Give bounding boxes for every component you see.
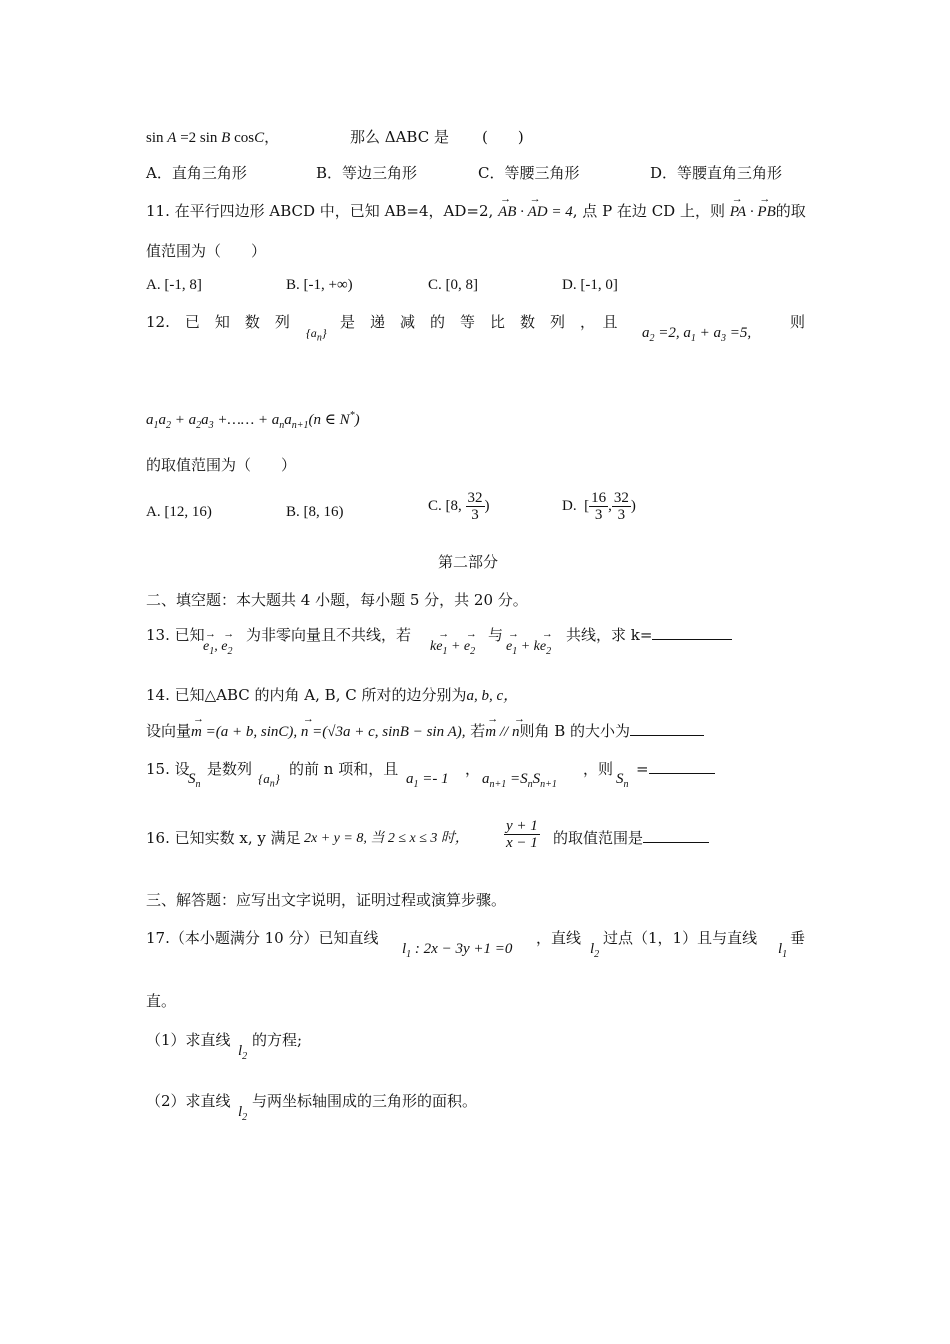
q16-condition: 2x + y = 8, 当 2 ≤ x ≤ 3 时， <box>304 831 469 846</box>
q10-condition: sin A =2 sin B cosC， <box>146 128 280 146</box>
q15-seq: $\{a_n\}$ <box>258 771 280 790</box>
q12-seq: $\{a_n\}$ <box>306 326 327 344</box>
q11-dot-product: → AB · → AD = 4 <box>498 204 573 220</box>
q15-Sn: $S_n$ <box>188 771 201 790</box>
q17-sub1-a: （1）求直线 <box>146 1031 231 1049</box>
q15-text-a: 15. 设 <box>146 760 190 778</box>
q11-option-a: A. [-1, 8] <box>146 277 202 293</box>
q17-text-e: 直。 <box>146 992 177 1010</box>
q12-head: 12. 已 知 数 列 <box>146 313 290 331</box>
q12-option-b: B. [8, 16) <box>286 504 344 520</box>
q14-vectors: → m =(a + b, sinC), → n =(√3a + c, sinB − sin A), <box>191 724 465 740</box>
q13-answer-blank <box>652 625 732 640</box>
q14-line1-text: 14. 已知△ABC 的内角 A, B, C 所对的边分别为 <box>146 686 467 704</box>
q16-text-a: 16. 已知实数 x, y 满足 <box>146 829 301 847</box>
q13-ask: 共线，求 k= <box>566 626 653 644</box>
q14-answer-blank <box>630 721 704 736</box>
q17-l1: $l_1$ <box>778 941 788 960</box>
q11-line2: 值范围为（ ） <box>146 242 267 260</box>
q13-vec-1: $k\to e_1$ + → $e_2$ <box>430 636 475 663</box>
q17-text-b: ，直线 <box>536 929 582 947</box>
q14-vec-intro: 设向量 <box>146 722 192 740</box>
q17-sub1-b: 的方程; <box>252 1031 303 1049</box>
q11-dot-product-2: → PA · → PB <box>730 204 776 220</box>
q12-line3: 的取值范围为（ ） <box>146 456 297 474</box>
q15-eq: = <box>636 760 649 778</box>
q12-option-d: D. [ $\frac{16}{3}$ , $\frac{32}{3}$ ) <box>562 490 636 523</box>
q17-sub1-l2: $l_2$ <box>238 1043 248 1062</box>
q15-text-c: 的前 n 项和，且 <box>289 760 399 778</box>
q13-text-d <box>566 624 732 646</box>
q10-option-b: B．等边三角形 <box>316 164 418 182</box>
q12-condition: $a_2 =2$, $a_1 + a_3 =5$, <box>642 325 752 344</box>
section3-heading: 三、解答题：应写出文字说明，证明过程或演算步骤。 <box>146 891 507 909</box>
q16-fraction <box>504 818 540 851</box>
q16-ask: 的取值范围是 <box>553 829 644 847</box>
q15-text-e <box>636 758 715 780</box>
q11-option-b: B. [-1, +∞) <box>286 277 353 293</box>
q12-mid: 是 递 减 的 等 比 数 列 ， 且 <box>340 313 618 331</box>
q15-text-d: ，则 <box>583 760 614 778</box>
q16-answer-blank <box>643 828 709 843</box>
q17-text-c: 过点（1，1）且与直线 <box>603 929 758 947</box>
q12-then: 则 <box>790 313 806 331</box>
q10-stem: 那么 ΔABC 是 <box>350 128 449 146</box>
q17-text-d: 垂 <box>790 929 806 947</box>
q14-parallel: → m // → n <box>485 724 519 740</box>
q11-part3: 的取 <box>775 202 806 220</box>
q15-text-b: 是数列 <box>207 760 253 778</box>
q17-l2: $l_2$ <box>590 941 600 960</box>
q10-option-c: C．等腰三角形 <box>478 164 580 182</box>
q17-line-eq: $l_1$ : 2x − 3y +1 =0 <box>402 941 513 960</box>
q17-sub2-b: 与两坐标轴围成的三角形的面积。 <box>252 1092 478 1110</box>
q13-vec-2: → $e_1 + k\to e_2$ <box>506 636 551 663</box>
q14-ask: 则角 B 的大小为 <box>519 722 631 740</box>
q17-text-a: 17.（本小题满分 10 分）已知直线 <box>146 929 379 947</box>
q14-line1 <box>146 684 518 707</box>
q17-sub2-a: （2）求直线 <box>146 1092 231 1110</box>
q11-part2: , 点 P 在边 CD 上，则 <box>572 202 725 220</box>
q14-line2 <box>146 720 704 743</box>
q10-option-d: D．等腰直角三角形 <box>650 164 783 182</box>
q16-frac-den: x − 1 <box>506 835 538 851</box>
q15-comma: ， <box>465 760 481 778</box>
q13-text-b: 为非零向量且不共线，若 <box>246 626 412 644</box>
q13-text-c: 与 <box>488 626 504 644</box>
q11-option-d: D. [-1, 0] <box>562 277 618 293</box>
q15-answer-blank <box>649 759 715 774</box>
q15-a1: $a_1 =- 1$ <box>406 771 449 790</box>
section2-heading: 二、填空题：本大题共 4 小题，每小题 5 分，共 20 分。 <box>146 591 528 609</box>
q13-vectors: → $e_1$, → $e_2$ <box>203 636 232 663</box>
q11-option-c: C. [0, 8] <box>428 277 478 293</box>
q15-Sn-2: $S_n$ <box>616 771 629 790</box>
q17-sub2-l2: $l_2$ <box>238 1104 248 1123</box>
q10-answer-paren: ( ) <box>482 128 524 146</box>
q10-option-a: A．直角三角形 <box>146 164 247 182</box>
q12-expression: $a_1a_2 + a_2a_3$ +…… + $a_na_{n+1}(n$ ∈ N*) <box>146 410 360 431</box>
q11-part1: 11. 在平行四边形 ABCD 中，已知 AB=4，AD=2, <box>146 202 494 220</box>
q11-stem <box>146 200 806 223</box>
q13-text-a: 13. 已知 <box>146 626 205 644</box>
q15-recurrence: $a_{n+1} =S_nS_{n+1}$ <box>482 771 557 790</box>
q12-option-c: C. [8, $\frac{32}{3}$ ) <box>428 490 490 523</box>
q16-frac-num: y + 1 <box>506 818 538 834</box>
q12-option-a: A. [12, 16) <box>146 504 212 520</box>
q14-if: 若 <box>470 722 486 740</box>
q14-sides: a, b, c， <box>466 688 519 704</box>
part2-title: 第二部分 <box>438 553 499 571</box>
q16-text-b <box>553 827 709 849</box>
